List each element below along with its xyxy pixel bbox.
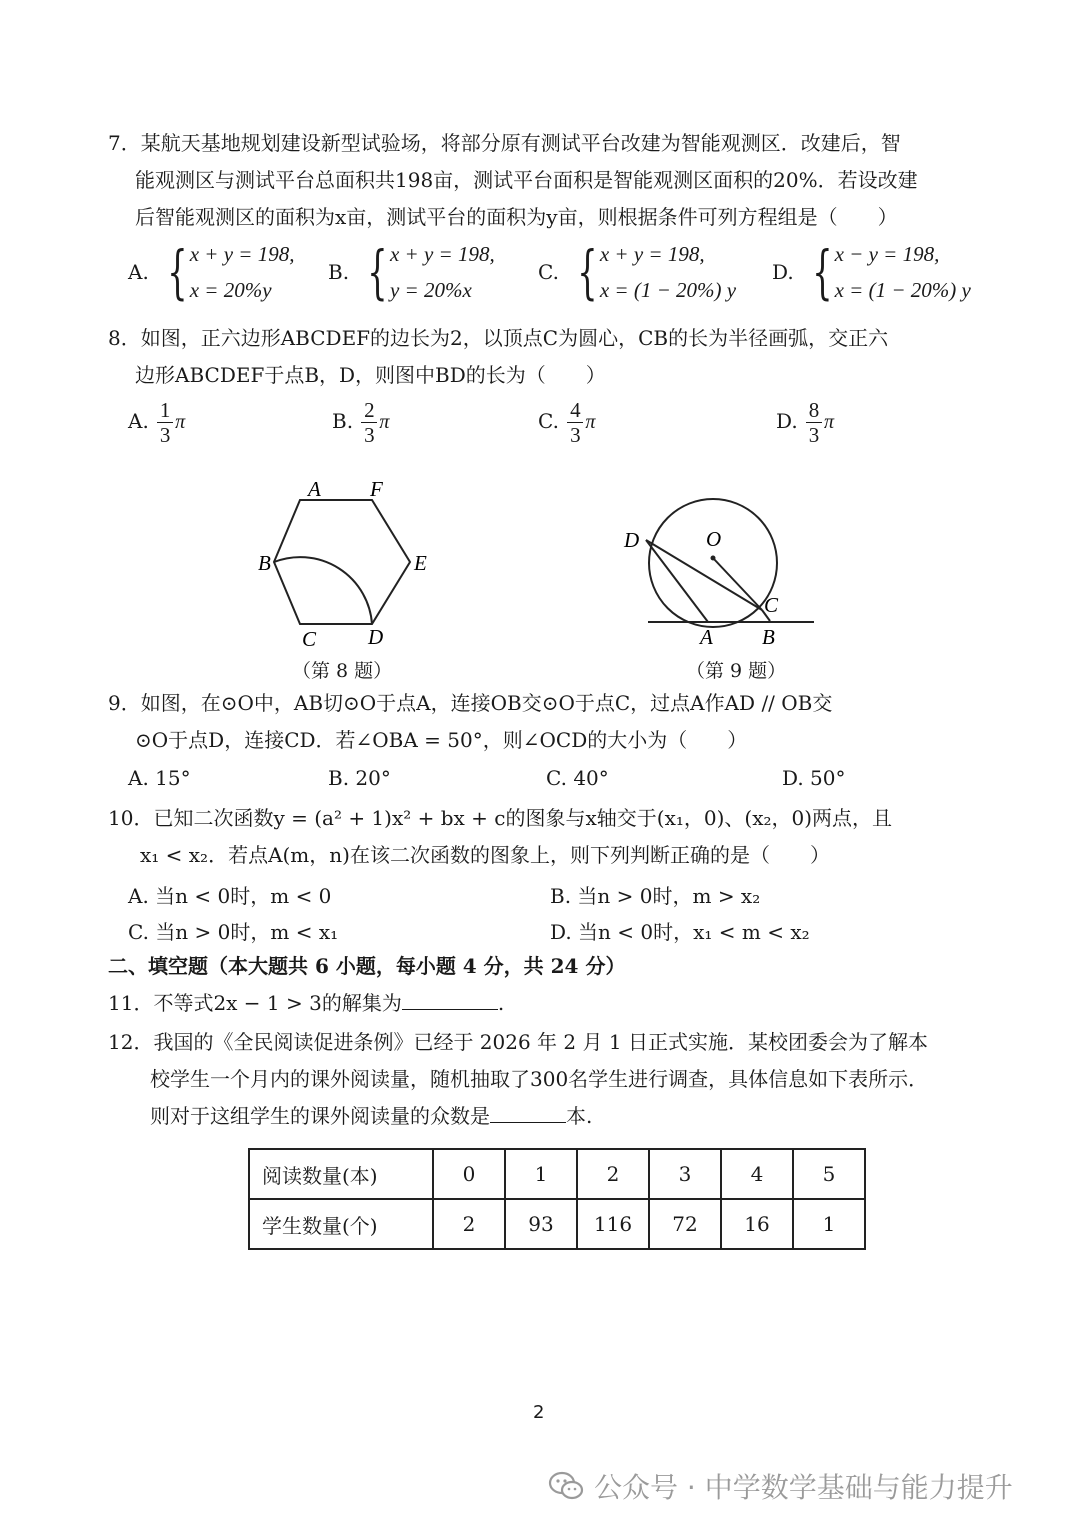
q10-option-b: B. 当n > 0时，m > x₂ xyxy=(550,884,761,908)
q11: 11．不等式2x − 1 > 3的解集为 . xyxy=(108,991,505,1015)
label-f: F xyxy=(370,477,383,501)
q10-option-a: A. 当n < 0时，m < 0 xyxy=(128,884,332,908)
q8-option-b: B. $\frac{2}{3}$ π xyxy=(332,398,390,447)
table-header-cell: 学生数量(个) xyxy=(249,1199,433,1249)
q8-line-2: 边形ABCDEF于点B，D，则图中BD的长为（ ） xyxy=(135,363,606,387)
watermark-text: 公众号 · 中学数学基础与能力提升 xyxy=(594,1471,1013,1504)
section-2-title: 二、填空题（本大题共 6 小题，每小题 4 分，共 24 分） xyxy=(108,954,626,978)
page-number: 2 xyxy=(533,1402,545,1423)
fraction: $\frac{8}{3}$ xyxy=(806,398,822,447)
q7-option-d: D. { x − y = 198, x = (1 − 20%) y xyxy=(772,238,971,306)
q9-option-a: A. 15° xyxy=(128,766,191,790)
table-cell: 93 xyxy=(505,1199,577,1249)
arc-bd xyxy=(274,557,372,624)
label-a: A xyxy=(308,477,321,501)
q8-line-1: 8．如图，正六边形ABCDEF的边长为2，以顶点C为圆心，CB的长为半径画弧，交正六 xyxy=(108,326,889,350)
brace-icon: { xyxy=(811,238,833,306)
table-row xyxy=(249,1199,865,1249)
label-a: A xyxy=(700,625,713,649)
q7-option-c: C. { x + y = 198, x = (1 − 20%) y xyxy=(538,238,737,306)
wechat-icon xyxy=(548,1471,584,1501)
q9-option-b: B. 20° xyxy=(328,766,391,790)
q10-option-d: D. 当n < 0时，x₁ < m < x₂ xyxy=(550,920,810,944)
table-header-cell: 阅读数量(本) xyxy=(249,1149,433,1199)
fraction: $\frac{1}{3}$ xyxy=(157,398,173,447)
q10-line-1: 10．已知二次函数y = (a² + 1)x² + bx + c的图象与x轴交于(x₁，0)、(x₂，0)两点，且 xyxy=(108,806,893,830)
q7-option-a: A. { x + y = 198, x = 20%y xyxy=(128,238,295,306)
q7-line-1: 7．某航天基地规划建设新型试验场，将部分原有测试平台改建为智能观测区．改建后，智 xyxy=(108,131,901,155)
q12-line-1: 12．我国的《全民阅读促进条例》已经于 2026 年 2 月 1 日正式实施．某校团委会为了解本 xyxy=(108,1030,928,1054)
answer-blank[interactable] xyxy=(402,991,498,1010)
table-cell: 2 xyxy=(577,1149,649,1199)
q7-line-2: 能观测区与测试平台总面积共198亩，测试平台面积是智能观测区面积的20%．若设改建 xyxy=(135,168,918,192)
q10-line-2: x₁ < x₂．若点A(m，n)在该二次函数的图象上，则下列判断正确的是（ ） xyxy=(140,843,830,867)
table-cell: 2 xyxy=(433,1199,505,1249)
fraction: $\frac{2}{3}$ xyxy=(361,398,377,447)
q8-option-c: C. $\frac{4}{3}$ π xyxy=(538,398,596,447)
label-d: D xyxy=(368,625,384,649)
figure-9-caption: （第 9 题） xyxy=(686,660,787,682)
fraction: $\frac{4}{3}$ xyxy=(567,398,583,447)
hexagon-shape xyxy=(274,500,410,624)
figure-8-caption: （第 8 题） xyxy=(292,660,393,682)
reading-table xyxy=(248,1148,866,1250)
table-row xyxy=(249,1149,865,1199)
q8-option-a: A. $\frac{1}{3}$ π xyxy=(128,398,186,447)
brace-icon: { xyxy=(167,238,188,306)
brace-icon: { xyxy=(577,238,598,306)
brace-icon: { xyxy=(367,238,388,306)
circle-figure xyxy=(610,480,830,660)
table-cell: 116 xyxy=(577,1199,649,1249)
label-b: B xyxy=(258,551,271,575)
q7-line-3: 后智能观测区的面积为x亩，测试平台的面积为y亩，则根据条件可列方程组是（ ） xyxy=(135,205,898,229)
segment-dc xyxy=(646,540,762,610)
q9-line-1: 9．如图，在⊙O中，AB切⊙O于点A，连接OB交⊙O于点C，过点A作AD // OB交 xyxy=(108,691,833,715)
label-c: C xyxy=(302,627,317,651)
table-cell: 3 xyxy=(649,1149,721,1199)
q12-line-2: 校学生一个月内的课外阅读量，随机抽取了300名学生进行调查，具体信息如下表所示． xyxy=(150,1067,929,1091)
table-cell: 72 xyxy=(649,1199,721,1249)
label-d: D xyxy=(624,528,640,552)
hexagon-figure xyxy=(240,470,460,660)
center-point xyxy=(711,556,716,561)
q8-option-d: D. $\frac{8}{3}$ π xyxy=(776,398,835,447)
label-b: B xyxy=(762,625,775,649)
q9-option-d: D. 50° xyxy=(782,766,846,790)
table-cell: 4 xyxy=(721,1149,793,1199)
table-cell: 1 xyxy=(793,1199,865,1249)
q12-line-3: 则对于这组学生的课外阅读量的众数是 本. xyxy=(150,1104,593,1128)
label-c: C xyxy=(764,593,779,617)
q9-line-2: ⊙O于点D，连接CD．若∠OBA = 50°，则∠OCD的大小为（ ） xyxy=(135,728,748,752)
table-cell: 1 xyxy=(505,1149,577,1199)
q9-option-c: C. 40° xyxy=(546,766,609,790)
q10-option-c: C. 当n > 0时，m < x₁ xyxy=(128,920,339,944)
table-cell: 16 xyxy=(721,1199,793,1249)
label-e: E xyxy=(414,551,427,575)
watermark xyxy=(548,1466,1013,1506)
answer-blank[interactable] xyxy=(490,1104,566,1123)
table-cell: 5 xyxy=(793,1149,865,1199)
segment-da xyxy=(646,540,708,622)
q7-option-b: B. { x + y = 198, y = 20%x xyxy=(328,238,495,306)
table-cell: 0 xyxy=(433,1149,505,1199)
label-o: O xyxy=(706,527,722,551)
